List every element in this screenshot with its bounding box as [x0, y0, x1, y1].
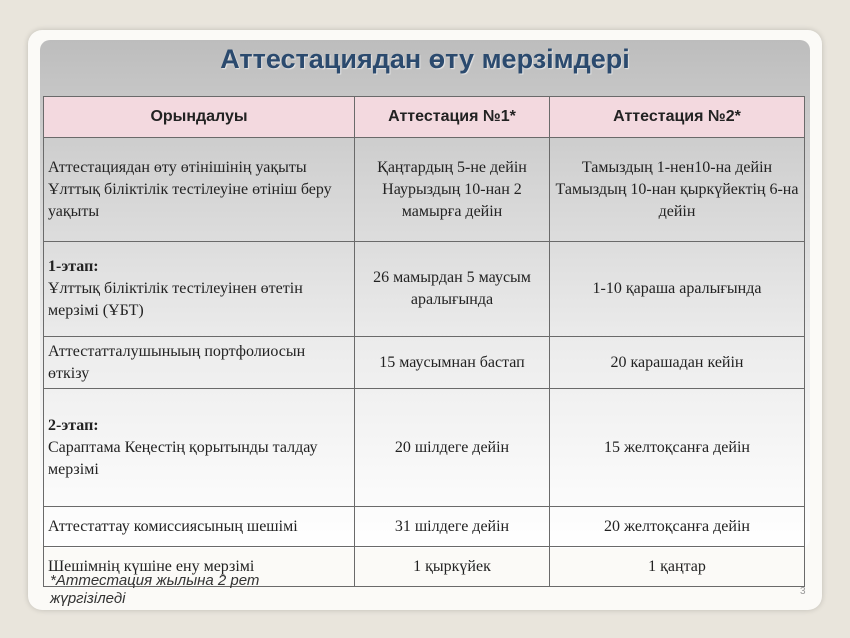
cell-text: Қаңтардың 5-не дейін — [377, 158, 527, 176]
cell-text: Аттестациядан өту өтінішінің уақыты — [48, 158, 307, 176]
row-label-cell: Шешімнің күшіне ену мерзімі — [44, 547, 355, 587]
schedule-table — [43, 96, 805, 587]
table-row — [44, 337, 805, 389]
attestation-2-cell — [550, 138, 805, 242]
attestation-1-cell: 26 мамырдан 5 маусым аралығында — [355, 242, 550, 337]
stage-label: 2-этап: — [48, 416, 99, 434]
attestation-2-cell: 1 қаңтар — [550, 547, 805, 587]
table-row — [44, 389, 805, 507]
attestation-1-cell: 1 қыркүйек — [355, 547, 550, 587]
cell-text: Наурыздың 10-нан 2 мамырға дейін — [382, 180, 522, 220]
cell-text: Сараптама Кеңестің қорытынды талдау мерзімі — [48, 438, 318, 478]
cell-text: Тамыздың 10-нан қыркүйектің 6-на дейін — [555, 180, 799, 220]
footnote: *Аттестация жылына 2 рет жүргізіледі — [50, 572, 260, 607]
attestation-2-cell: 15 желтоқсанға дейін — [550, 389, 805, 507]
header-cell-execution: Орындалуы — [44, 97, 355, 138]
table-header-row — [44, 97, 805, 138]
slide-title: Аттестациядан өту мерзімдері — [220, 44, 630, 74]
row-label-cell — [44, 138, 355, 242]
cell-text: Ұлттық біліктілік тестілеуіне өтініш беру уақыты — [48, 180, 332, 220]
header-cell-attestation-2: Аттестация №2* — [550, 97, 805, 138]
cell-text: Ұлттық біліктілік тестілеуінен өтетін мерзімі (ҰБТ) — [48, 280, 303, 319]
row-label-cell — [44, 242, 355, 337]
row-label-cell: Аттестаттау комиссиясының шешімі — [44, 507, 355, 547]
attestation-1-cell: 15 маусымнан бастап — [355, 337, 550, 389]
page-number: 3 — [800, 586, 806, 597]
attestation-1-cell — [355, 138, 550, 242]
table-row — [44, 507, 805, 547]
stage-label: 1-этап: — [48, 258, 99, 275]
attestation-2-cell: 20 карашадан кейін — [550, 337, 805, 389]
row-label-cell: Аттестатталушыныың портфолиосын өткізу — [44, 337, 355, 389]
table-row — [44, 138, 805, 242]
cell-text: Тамыздың 1-нен10-на дейін — [581, 158, 773, 176]
row-label-cell — [44, 389, 355, 507]
attestation-1-cell: 20 шілдеге дейін — [355, 389, 550, 507]
table-row — [44, 242, 805, 337]
header-cell-attestation-1: Аттестация №1* — [355, 97, 550, 138]
attestation-2-cell: 1-10 қараша аралығында — [550, 242, 805, 337]
attestation-2-cell: 20 желтоқсанға дейін — [550, 507, 805, 547]
attestation-1-cell: 31 шілдеге дейін — [355, 507, 550, 547]
